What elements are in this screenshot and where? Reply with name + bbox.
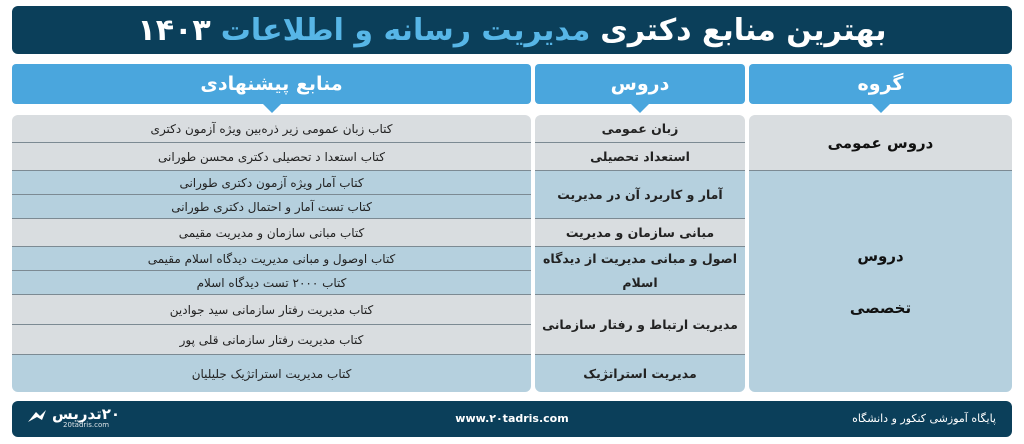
course-row bbox=[535, 295, 745, 355]
group-general bbox=[749, 115, 1012, 171]
sources-column bbox=[12, 115, 531, 392]
source-row bbox=[12, 247, 531, 271]
group-column bbox=[749, 115, 1012, 392]
course-name: مدیریت ارتباط و رفتار سازمانی bbox=[542, 316, 738, 332]
course-row bbox=[535, 171, 745, 219]
footer-tagline: پایگاه آموزشی کنکور و دانشگاه bbox=[852, 412, 996, 425]
source-row bbox=[12, 295, 531, 325]
header-sources-label: منابع پیشنهادی bbox=[200, 73, 343, 95]
logo-subtext: 20tadris.com bbox=[63, 421, 110, 429]
header-group-label: گروه bbox=[857, 73, 904, 95]
title-text-part2: مدیریت رسانه و اطلاعات bbox=[220, 12, 591, 48]
title-text-part1: بهترین منابع دکتری bbox=[600, 12, 887, 48]
logo-icon bbox=[26, 408, 48, 428]
course-row bbox=[535, 219, 745, 247]
header-courses bbox=[535, 64, 745, 104]
group-specialized-label-2: تخصصی bbox=[849, 298, 912, 317]
group-specialized bbox=[749, 171, 1012, 392]
source-text: کتاب استعدا د تحصیلی دکتری محسن طورانی bbox=[158, 149, 385, 164]
title-year: ۱۴۰۳ bbox=[137, 12, 211, 48]
source-row bbox=[12, 271, 531, 295]
course-row bbox=[535, 355, 745, 392]
course-row bbox=[535, 115, 745, 143]
course-name: زبان عمومی bbox=[601, 120, 679, 136]
header-sources bbox=[12, 64, 531, 104]
source-row bbox=[12, 195, 531, 219]
source-text: کتاب مبانی سازمان و مدیریت مقیمی bbox=[178, 225, 365, 240]
source-text: کتاب ۲۰۰۰ تست دیدگاه اسلام bbox=[196, 275, 347, 290]
source-row bbox=[12, 355, 531, 392]
course-name: مبانی سازمان و مدیریت bbox=[565, 224, 715, 240]
course-name: استعداد تحصیلی bbox=[590, 148, 690, 164]
source-row bbox=[12, 115, 531, 143]
brand-logo bbox=[26, 407, 120, 429]
courses-column bbox=[535, 115, 745, 392]
logo-text: ۲۰تدریس bbox=[52, 405, 121, 423]
source-row bbox=[12, 325, 531, 355]
source-row bbox=[12, 143, 531, 171]
footer-website-link[interactable]: www.۲۰tadris.com bbox=[455, 412, 569, 425]
source-text: کتاب مدیریت رفتار سازمانی قلی پور bbox=[179, 332, 364, 347]
footer bbox=[12, 401, 1012, 437]
source-row bbox=[12, 171, 531, 195]
course-name: مدیریت استراتژیک bbox=[583, 365, 697, 381]
source-text: کتاب اوصول و مبانی مدیریت دیدگاه اسلام مقیمی bbox=[147, 251, 396, 266]
header-group bbox=[749, 64, 1012, 104]
source-text: کتاب مدیریت استراتژیک جلیلیان bbox=[191, 366, 352, 381]
course-name: آمار و کاربرد آن در مدیریت bbox=[557, 186, 723, 202]
group-general-label: دروس عمومی bbox=[827, 133, 934, 152]
course-name: اصول و مبانی مدیریت از دیدگاه اسلام bbox=[543, 250, 737, 290]
source-row bbox=[12, 219, 531, 247]
group-specialized-label-1: دروس bbox=[857, 246, 904, 265]
source-text: کتاب زبان عمومی زیر ذره‌بین ویژه آزمون دکتری bbox=[150, 121, 393, 136]
course-row bbox=[535, 143, 745, 171]
source-text: کتاب آمار ویژه آزمون دکتری طورانی bbox=[179, 175, 364, 190]
page-title bbox=[12, 6, 1012, 54]
source-text: کتاب تست آمار و احتمال دکتری طورانی bbox=[171, 199, 372, 214]
course-row bbox=[535, 247, 745, 295]
source-text: کتاب مدیریت رفتار سازمانی سید جوادین bbox=[169, 302, 374, 317]
header-courses-label: دروس bbox=[610, 73, 670, 95]
